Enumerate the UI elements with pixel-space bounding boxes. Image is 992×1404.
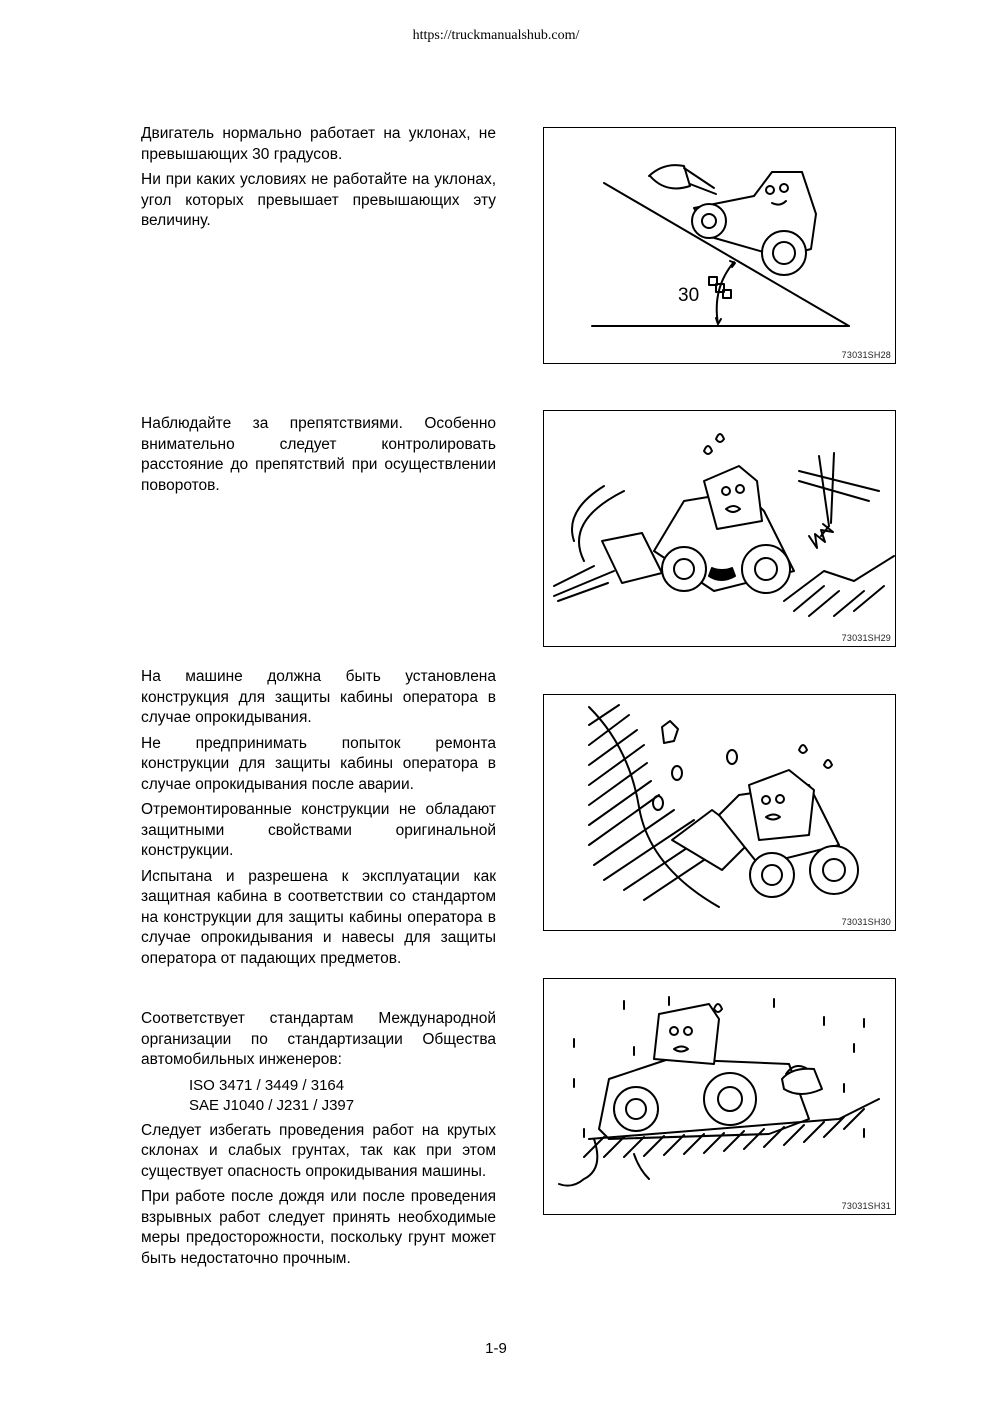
section-rops-text <box>141 667 496 969</box>
section-standards-text <box>141 1009 496 1269</box>
figure-obstacle-collision <box>543 410 896 647</box>
paragraph: Отремонтированные конструкции не обладают защитными свойствами оригинальной конструкции. <box>141 801 496 859</box>
rockfall-loader-illustration <box>544 695 897 932</box>
section-obstacles-text <box>141 414 496 496</box>
figure-code: 73031SH28 <box>841 350 891 360</box>
paragraph: Двигатель нормально работает на уклонах, не превышающих 30 градусов. <box>141 125 496 163</box>
angle-label: 30 <box>678 285 700 306</box>
paragraph: На машине должна быть установлена конструкция для защиты кабины оператора в случае опрокидывания. <box>141 668 496 726</box>
figure-slope-30-degrees <box>543 127 896 364</box>
slope-loader-illustration <box>544 128 897 365</box>
paragraph: Следует избегать проведения работ на крутых склонах и слабых грунтах, так как при этом существует опасность опрокидывания машины. <box>141 1121 496 1180</box>
paragraph: Наблюдайте за препятствиями. Особенно внимательно следует контролировать расстояние до препятствий при осуществлении поворотов. <box>141 415 496 494</box>
paragraph: Соответствует стандартам Международной организации по стандартизации Общества автомобильных инженеров: <box>141 1010 496 1068</box>
source-url: https://truckmanualshub.com/ <box>412 28 580 43</box>
paragraph: Испытана и разрешена к эксплуатации как защитная кабина в соответствии со стандартом на конструкции для защиты кабины оператора в случае опрокидывания и навесы для защиты оператора от падающих предметов. <box>141 867 496 967</box>
standards-list <box>189 1076 496 1116</box>
section-slope-text <box>141 124 496 232</box>
paragraph: При работе после дождя или после проведения взрывных работ следует принять необходимые меры предосторожности, поскольку грунт может быть недостаточно прочным. <box>141 1188 496 1267</box>
standard-sae: SAE J1040 / J231 / J397 <box>189 1096 355 1114</box>
soft-ground-loader-illustration <box>544 979 897 1216</box>
figure-rock-fall <box>543 694 896 931</box>
paragraph: Ни при каких условиях не работайте на уклонах, угол которых превышает превышающих эту величину. <box>141 171 496 229</box>
paragraph: Не предпринимать попыток ремонта конструкции для защиты кабины оператора в случае опрокидывания после аварии. <box>141 734 496 793</box>
standard-iso: ISO 3471 / 3449 / 3164 <box>189 1076 345 1094</box>
figure-code: 73031SH31 <box>841 1201 891 1211</box>
figure-code: 73031SH29 <box>841 633 891 643</box>
obstacle-loader-illustration <box>544 411 897 648</box>
figure-soft-ground <box>543 978 896 1215</box>
page-number: 1-9 <box>485 1340 507 1357</box>
figure-code: 73031SH30 <box>841 917 891 927</box>
